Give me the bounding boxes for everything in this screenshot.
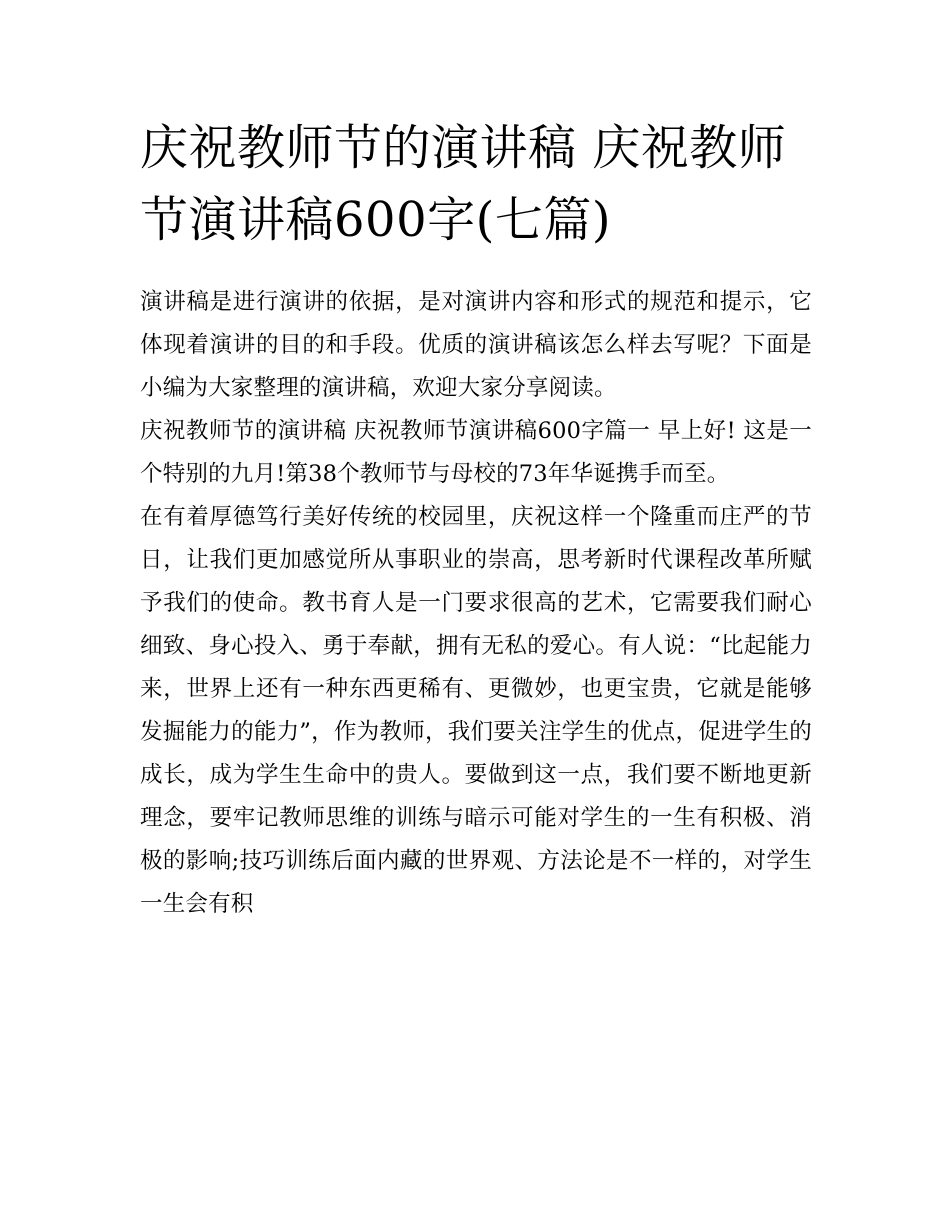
document-title: 庆祝教师节的演讲稿 庆祝教师节演讲稿600字(七篇)	[140, 120, 787, 248]
document-content	[140, 112, 812, 926]
paragraph-opening: 庆祝教师节的演讲稿 庆祝教师节演讲稿600字篇一 早上好! 这是一个特别的九月!第38个教师节与母校的73年华诞携手而至。	[140, 418, 812, 487]
document-body	[140, 281, 812, 926]
paragraph-main: 在有着厚德笃行美好传统的校园里，庆祝这样一个隆重而庄严的节日，让我们更加感觉所从事职业的崇高，思考新时代课程改革所赋予我们的使命。教书育人是一门要求很高的艺术，它需要我们耐心细致、身心投入、勇于奉献，拥有无私的爱心。有人说：“比起能力来，世界上还有一种东西更稀有、更微妙，也更宝贵，它就是能够发掘能力的能力”，作为教师，我们要关注学生的优点，促进学生的成长，成为学生生命中的贵人。要做到这一点，我们要不断地更新理念，要牢记教师思维的训练与暗示可能对学生的一生有积极、消极的影响;技巧训练后面内藏的世界观、方法论是不一样的，对学生一生会有积	[140, 504, 812, 917]
paragraph-intro: 演讲稿是进行演讲的依据，是对演讲内容和形式的规范和提示，它体现着演讲的目的和手段。优质的演讲稿该怎么样去写呢？下面是小编为大家整理的演讲稿，欢迎大家分享阅读。	[140, 289, 812, 401]
